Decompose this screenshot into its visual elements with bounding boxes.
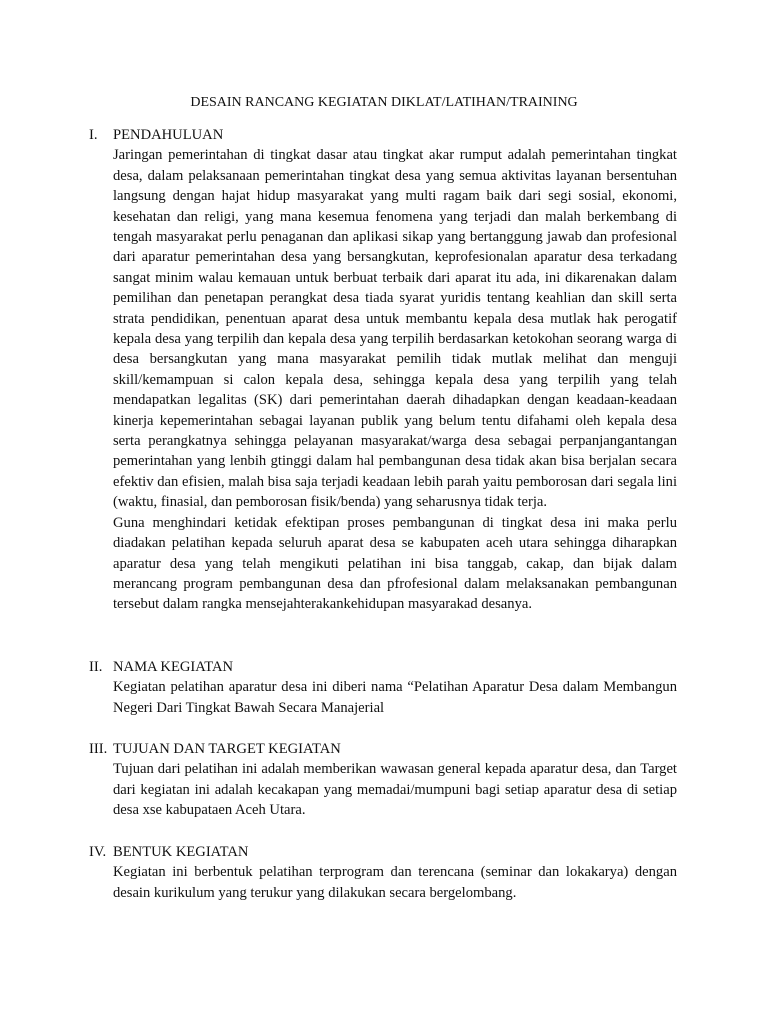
section-tujuan-target: [89, 739, 677, 821]
document-title: DESAIN RANCANG KEGIATAN DIKLAT/LATIHAN/TRAINING: [190, 95, 578, 110]
section-bentuk-kegiatan: [89, 842, 677, 903]
section-title: NAMA KEGIATAN: [113, 659, 234, 675]
section-number: II.: [89, 659, 103, 675]
paragraph: Kegiatan ini berbentuk pelatihan terprogram dan terencana (seminar dan lokakarya) dengan desain kurikulum yang terukur yang dilakukan secara bergelombang.: [113, 864, 677, 901]
paragraph: Guna menghindari ketidak efektipan proses pembangunan di tingkat desa ini maka perlu diadakan pelatihan kepada seluruh aparat desa se kabupaten aceh utara sehingga diharapkan aparatur desa yang telah mengikuti pelatihan ini bisa tanggab, cakap, dan bijak dalam merancang program pembangunan desa dan pfrofesional dalam melaksanakan pembangunan tersebut dalam rangka mensejahterakankehidupan masyarakad desanya.: [113, 514, 677, 613]
section-title: TUJUAN DAN TARGET KEGIATAN: [113, 741, 341, 757]
section-heading: [89, 739, 677, 759]
section-heading: [89, 842, 677, 862]
section-title: BENTUK KEGIATAN: [113, 844, 249, 860]
section-number: I.: [89, 127, 98, 143]
section-heading: [89, 657, 677, 677]
section-title: PENDAHULUAN: [113, 127, 224, 143]
section-number: IV.: [89, 844, 107, 860]
paragraph: Tujuan dari pelatihan ini adalah memberikan wawasan general kepada aparatur desa, dan Target dari kegiatan ini adalah kecakapan yang memadai/mumpuni bagi setiap aparatur desa di setiap desa xse kabupataen Aceh Utara.: [113, 761, 677, 819]
paragraph: Jaringan pemerintahan di tingkat dasar atau tingkat akar rumput adalah pemerintahan tingkat desa, dalam pelaksanaan pemerintahan tingkat desa yang semua aktivitas layanan bersentuhan langsung dengan hajat hidup masyarakat yang multi ragam baik dari segi sosial, ekonomi, kesehatan dan religi, yang mana kesemua fenomena yang terjadi dan malah berkembang di tengah masyarakat perlu penaganan dan aplikasi sikap yang bertanggung jawab dan profesional dari aparatur pemerintahan desa yang bersangkutan, keprofesionalan aparatur desa terkadang sangat minim walau kemauan untuk berbuat terbaik dari aparat itu ada, ini dikarenakan dalam pemilihan dan penetapan perangkat desa tiada syarat yuridis tentang keahlian dan skill serta strata pendidikan, penentuan aparat desa untuk membantu kepala desa mutlak hak perogatif kepala desa yang terpilih dan kepala desa yang terpilih berdasarkan ketokohan seorang warga di desa bersangkutan yang mana masyarakat pemilih tidak mutlak melihat dan menguji skill/kemampuan si calon kepala desa, sehingga kepala desa yang terpilih yang telah mendapatkan legalitas (SK) dari pemerintahan daerah dihadapkan dengan keadaan-keadaan kinerja kepemerintahan sebagai layanan publik yang belum tentu difahami oleh kepala desa serta perangkatnya sehingga pelayanan masyarakat/warga desa sebagai perpanjangantangan pemerintahan yang lenbih gtinggi dalam hal pembangunan desa tidak akan bisa berjalan secara efektiv dan efisien, malah bisa saja terjadi keadaan lebih parah yaitu pemborosan dari segala lini (waktu, finasial, dan pemborosan fisik/benda) yang seharusnya tidak terja.: [113, 147, 677, 511]
section-number: III.: [89, 741, 108, 757]
section-heading: [89, 125, 677, 145]
section-pendahuluan: [89, 125, 677, 615]
section-nama-kegiatan: [89, 657, 677, 718]
paragraph: Kegiatan pelatihan aparatur desa ini diberi nama “Pelatihan Aparatur Desa dalam Membangun Negeri Dari Tingkat Bawah Secara Manajerial: [113, 679, 677, 716]
